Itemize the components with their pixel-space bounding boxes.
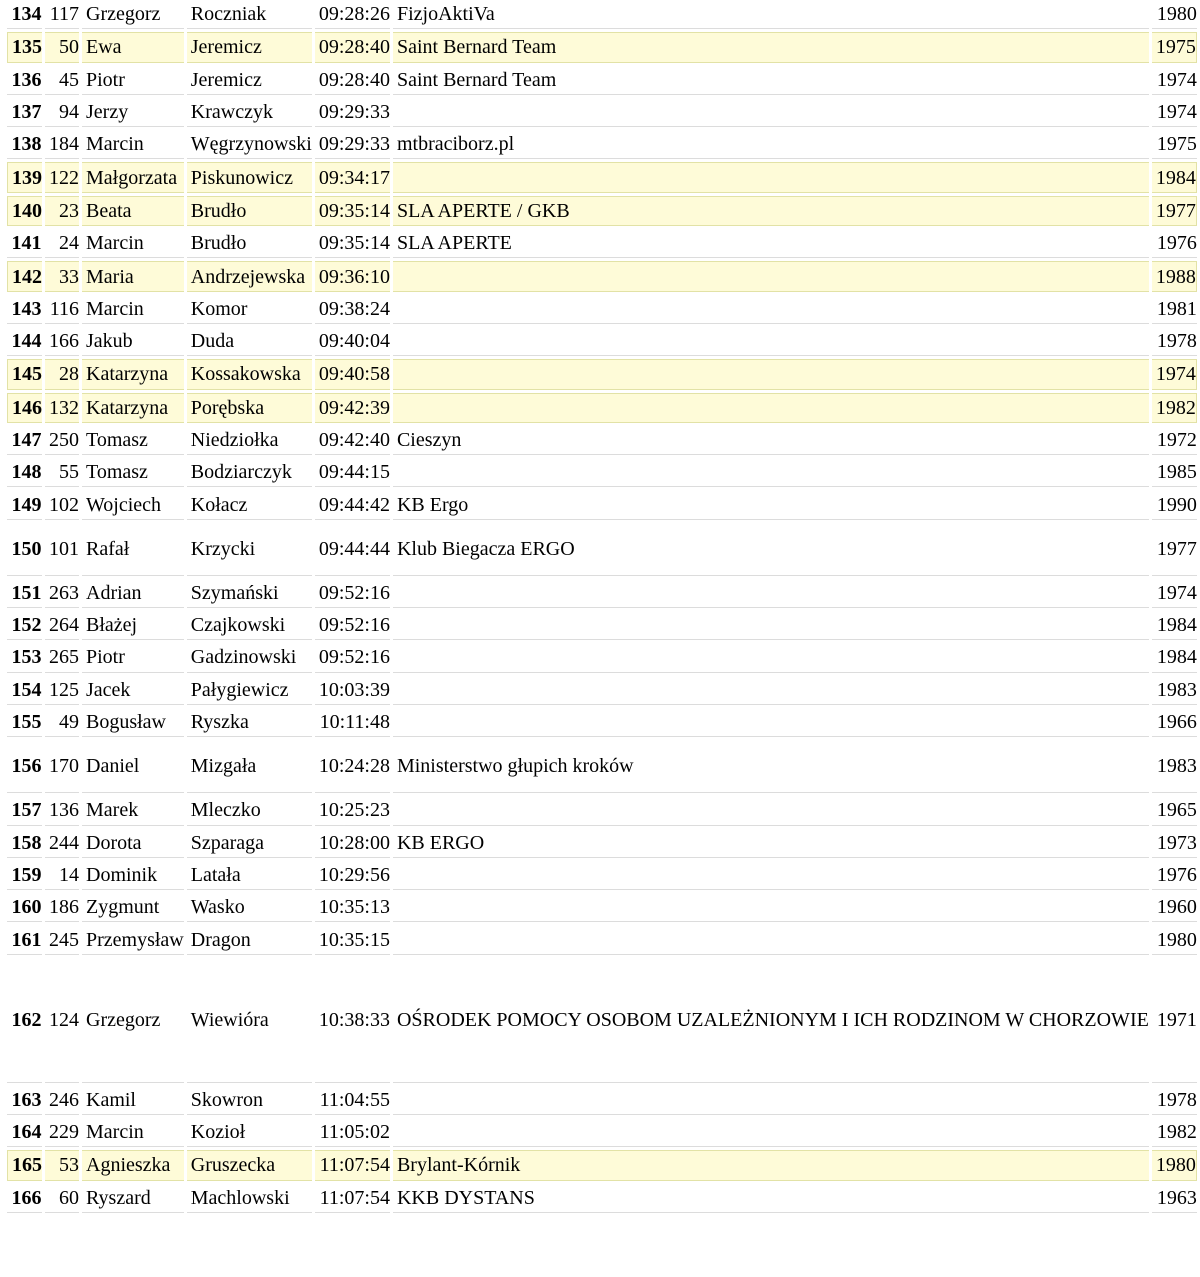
first-name-cell: Dominik — [82, 861, 184, 890]
time-cell: 10:24:28 — [315, 740, 390, 793]
first-name-cell: Marcin — [82, 229, 184, 258]
bib-cell: 125 — [45, 676, 79, 705]
table-row — [7, 393, 1197, 423]
birth-year-cell: 1971 — [1152, 958, 1197, 1083]
place-cell: 147 — [7, 426, 42, 455]
results-table — [4, 0, 1200, 1216]
last-name-cell: Krzycki — [187, 523, 312, 576]
first-name-cell: Marcin — [82, 130, 184, 159]
table-row — [7, 98, 1197, 127]
table-row — [7, 295, 1197, 324]
first-name-cell: Piotr — [82, 643, 184, 672]
first-name-cell: Grzegorz — [82, 958, 184, 1083]
club-cell — [393, 295, 1149, 324]
table-row — [7, 676, 1197, 705]
place-cell: 141 — [7, 229, 42, 258]
first-name-cell: Adrian — [82, 579, 184, 608]
birth-year-cell: 1977 — [1152, 523, 1197, 576]
last-name-cell: Kołacz — [187, 490, 312, 519]
first-name-cell: Błażej — [82, 611, 184, 640]
place-cell: 157 — [7, 796, 42, 825]
time-cell: 09:28:40 — [315, 66, 390, 95]
time-cell: 10:11:48 — [315, 708, 390, 737]
table-row — [7, 523, 1197, 576]
first-name-cell: Daniel — [82, 740, 184, 793]
table-row — [7, 796, 1197, 825]
bib-cell: 94 — [45, 98, 79, 127]
table-row — [7, 740, 1197, 793]
last-name-cell: Szparaga — [187, 829, 312, 858]
birth-year-cell: 1963 — [1152, 1184, 1197, 1213]
place-cell: 138 — [7, 130, 42, 159]
time-cell: 09:29:33 — [315, 130, 390, 159]
birth-year-cell: 1978 — [1152, 1086, 1197, 1115]
club-cell: KKB DYSTANS — [393, 1184, 1149, 1213]
first-name-cell: Marcin — [82, 295, 184, 324]
place-cell: 136 — [7, 66, 42, 95]
place-cell: 140 — [7, 196, 42, 226]
first-name-cell: Małgorzata — [82, 162, 184, 192]
birth-year-cell: 1975 — [1152, 130, 1197, 159]
birth-year-cell: 1988 — [1152, 261, 1197, 291]
first-name-cell: Bogusław — [82, 708, 184, 737]
first-name-cell: Wojciech — [82, 490, 184, 519]
table-row — [7, 490, 1197, 519]
bib-cell: 101 — [45, 523, 79, 576]
birth-year-cell: 1990 — [1152, 490, 1197, 519]
bib-cell: 229 — [45, 1118, 79, 1147]
last-name-cell: Wasko — [187, 893, 312, 922]
place-cell: 161 — [7, 925, 42, 954]
bib-cell: 117 — [45, 0, 79, 29]
first-name-cell: Jerzy — [82, 98, 184, 127]
last-name-cell: Porębska — [187, 393, 312, 423]
table-row — [7, 643, 1197, 672]
first-name-cell: Kamil — [82, 1086, 184, 1115]
club-cell: mtbraciborz.pl — [393, 130, 1149, 159]
club-cell — [393, 925, 1149, 954]
club-cell — [393, 98, 1149, 127]
first-name-cell: Jakub — [82, 327, 184, 356]
table-row — [7, 162, 1197, 192]
time-cell: 10:25:23 — [315, 796, 390, 825]
bib-cell: 246 — [45, 1086, 79, 1115]
place-cell: 149 — [7, 490, 42, 519]
table-row — [7, 32, 1197, 62]
club-cell: KB Ergo — [393, 490, 1149, 519]
place-cell: 150 — [7, 523, 42, 576]
time-cell: 09:44:42 — [315, 490, 390, 519]
table-row — [7, 196, 1197, 226]
time-cell: 09:44:44 — [315, 523, 390, 576]
birth-year-cell: 1982 — [1152, 1118, 1197, 1147]
table-row — [7, 708, 1197, 737]
bib-cell: 14 — [45, 861, 79, 890]
club-cell: Ministerstwo głupich kroków — [393, 740, 1149, 793]
club-cell — [393, 708, 1149, 737]
last-name-cell: Krawczyk — [187, 98, 312, 127]
first-name-cell: Przemysław — [82, 925, 184, 954]
place-cell: 158 — [7, 829, 42, 858]
table-row — [7, 1086, 1197, 1115]
first-name-cell: Grzegorz — [82, 0, 184, 29]
bib-cell: 245 — [45, 925, 79, 954]
place-cell: 145 — [7, 359, 42, 389]
birth-year-cell: 1983 — [1152, 676, 1197, 705]
birth-year-cell: 1984 — [1152, 162, 1197, 192]
bib-cell: 122 — [45, 162, 79, 192]
birth-year-cell: 1985 — [1152, 458, 1197, 487]
first-name-cell: Piotr — [82, 66, 184, 95]
club-cell: SLA APERTE / GKB — [393, 196, 1149, 226]
first-name-cell: Katarzyna — [82, 359, 184, 389]
table-row — [7, 1150, 1197, 1180]
bib-cell: 50 — [45, 32, 79, 62]
table-row — [7, 579, 1197, 608]
birth-year-cell: 1960 — [1152, 893, 1197, 922]
first-name-cell: Tomasz — [82, 426, 184, 455]
bib-cell: 24 — [45, 229, 79, 258]
birth-year-cell: 1980 — [1152, 925, 1197, 954]
table-row — [7, 426, 1197, 455]
time-cell: 10:29:56 — [315, 861, 390, 890]
table-row — [7, 861, 1197, 890]
bib-cell: 45 — [45, 66, 79, 95]
last-name-cell: Kozioł — [187, 1118, 312, 1147]
birth-year-cell: 1972 — [1152, 426, 1197, 455]
time-cell: 09:35:14 — [315, 196, 390, 226]
table-row — [7, 611, 1197, 640]
bib-cell: 53 — [45, 1150, 79, 1180]
first-name-cell: Rafał — [82, 523, 184, 576]
time-cell: 09:36:10 — [315, 261, 390, 291]
birth-year-cell: 1973 — [1152, 829, 1197, 858]
bib-cell: 33 — [45, 261, 79, 291]
club-cell — [393, 893, 1149, 922]
birth-year-cell: 1983 — [1152, 740, 1197, 793]
bib-cell: 132 — [45, 393, 79, 423]
last-name-cell: Roczniak — [187, 0, 312, 29]
first-name-cell: Ryszard — [82, 1184, 184, 1213]
last-name-cell: Skowron — [187, 1086, 312, 1115]
time-cell: 10:35:15 — [315, 925, 390, 954]
club-cell — [393, 611, 1149, 640]
birth-year-cell: 1976 — [1152, 861, 1197, 890]
birth-year-cell: 1984 — [1152, 643, 1197, 672]
club-cell — [393, 796, 1149, 825]
time-cell: 09:38:24 — [315, 295, 390, 324]
club-cell — [393, 1086, 1149, 1115]
last-name-cell: Niedziołka — [187, 426, 312, 455]
first-name-cell: Dorota — [82, 829, 184, 858]
birth-year-cell: 1974 — [1152, 66, 1197, 95]
bib-cell: 250 — [45, 426, 79, 455]
first-name-cell: Agnieszka — [82, 1150, 184, 1180]
birth-year-cell: 1984 — [1152, 611, 1197, 640]
birth-year-cell: 1975 — [1152, 32, 1197, 62]
bib-cell: 136 — [45, 796, 79, 825]
place-cell: 153 — [7, 643, 42, 672]
club-cell: FizjoAktiVa — [393, 0, 1149, 29]
time-cell: 09:34:17 — [315, 162, 390, 192]
last-name-cell: Piskunowicz — [187, 162, 312, 192]
first-name-cell: Maria — [82, 261, 184, 291]
table-row — [7, 327, 1197, 356]
place-cell: 163 — [7, 1086, 42, 1115]
table-row — [7, 1184, 1197, 1213]
birth-year-cell: 1980 — [1152, 0, 1197, 29]
bib-cell: 184 — [45, 130, 79, 159]
bib-cell: 265 — [45, 643, 79, 672]
club-cell — [393, 359, 1149, 389]
place-cell: 143 — [7, 295, 42, 324]
time-cell: 09:52:16 — [315, 579, 390, 608]
results-body — [7, 0, 1197, 1213]
table-row — [7, 229, 1197, 258]
last-name-cell: Latała — [187, 861, 312, 890]
place-cell: 160 — [7, 893, 42, 922]
bib-cell: 124 — [45, 958, 79, 1083]
time-cell: 11:04:55 — [315, 1086, 390, 1115]
table-row — [7, 261, 1197, 291]
club-cell: Klub Biegacza ERGO — [393, 523, 1149, 576]
time-cell: 09:44:15 — [315, 458, 390, 487]
first-name-cell: Jacek — [82, 676, 184, 705]
time-cell: 11:05:02 — [315, 1118, 390, 1147]
last-name-cell: Węgrzynowski — [187, 130, 312, 159]
birth-year-cell: 1976 — [1152, 229, 1197, 258]
club-cell — [393, 261, 1149, 291]
bib-cell: 263 — [45, 579, 79, 608]
club-cell: Saint Bernard Team — [393, 32, 1149, 62]
place-cell: 151 — [7, 579, 42, 608]
last-name-cell: Gruszecka — [187, 1150, 312, 1180]
bib-cell: 49 — [45, 708, 79, 737]
club-cell: Brylant-Kórnik — [393, 1150, 1149, 1180]
last-name-cell: Brudło — [187, 196, 312, 226]
birth-year-cell: 1965 — [1152, 796, 1197, 825]
last-name-cell: Czajkowski — [187, 611, 312, 640]
time-cell: 09:29:33 — [315, 98, 390, 127]
last-name-cell: Dragon — [187, 925, 312, 954]
place-cell: 135 — [7, 32, 42, 62]
place-cell: 148 — [7, 458, 42, 487]
place-cell: 146 — [7, 393, 42, 423]
club-cell — [393, 458, 1149, 487]
first-name-cell: Katarzyna — [82, 393, 184, 423]
birth-year-cell: 1978 — [1152, 327, 1197, 356]
last-name-cell: Duda — [187, 327, 312, 356]
place-cell: 164 — [7, 1118, 42, 1147]
place-cell: 155 — [7, 708, 42, 737]
birth-year-cell: 1974 — [1152, 359, 1197, 389]
first-name-cell: Ewa — [82, 32, 184, 62]
place-cell: 139 — [7, 162, 42, 192]
last-name-cell: Machlowski — [187, 1184, 312, 1213]
bib-cell: 60 — [45, 1184, 79, 1213]
place-cell: 162 — [7, 958, 42, 1083]
birth-year-cell: 1977 — [1152, 196, 1197, 226]
table-row — [7, 925, 1197, 954]
bib-cell: 102 — [45, 490, 79, 519]
club-cell — [393, 162, 1149, 192]
place-cell: 156 — [7, 740, 42, 793]
table-row — [7, 130, 1197, 159]
club-cell — [393, 327, 1149, 356]
bib-cell: 170 — [45, 740, 79, 793]
first-name-cell: Zygmunt — [82, 893, 184, 922]
time-cell: 09:52:16 — [315, 643, 390, 672]
club-cell — [393, 861, 1149, 890]
last-name-cell: Mizgała — [187, 740, 312, 793]
first-name-cell: Marek — [82, 796, 184, 825]
last-name-cell: Pałygiewicz — [187, 676, 312, 705]
bib-cell: 116 — [45, 295, 79, 324]
first-name-cell: Marcin — [82, 1118, 184, 1147]
club-cell: KB ERGO — [393, 829, 1149, 858]
club-cell — [393, 676, 1149, 705]
club-cell: Cieszyn — [393, 426, 1149, 455]
time-cell: 09:28:26 — [315, 0, 390, 29]
time-cell: 11:07:54 — [315, 1150, 390, 1180]
time-cell: 09:28:40 — [315, 32, 390, 62]
last-name-cell: Szymański — [187, 579, 312, 608]
place-cell: 134 — [7, 0, 42, 29]
time-cell: 10:35:13 — [315, 893, 390, 922]
place-cell: 166 — [7, 1184, 42, 1213]
bib-cell: 55 — [45, 458, 79, 487]
last-name-cell: Gadzinowski — [187, 643, 312, 672]
club-cell — [393, 1118, 1149, 1147]
place-cell: 152 — [7, 611, 42, 640]
table-row — [7, 1118, 1197, 1147]
last-name-cell: Wiewióra — [187, 958, 312, 1083]
club-cell — [393, 643, 1149, 672]
table-row — [7, 0, 1197, 29]
bib-cell: 264 — [45, 611, 79, 640]
place-cell: 144 — [7, 327, 42, 356]
time-cell: 10:03:39 — [315, 676, 390, 705]
last-name-cell: Brudło — [187, 229, 312, 258]
last-name-cell: Andrzejewska — [187, 261, 312, 291]
last-name-cell: Ryszka — [187, 708, 312, 737]
birth-year-cell: 1980 — [1152, 1150, 1197, 1180]
place-cell: 137 — [7, 98, 42, 127]
time-cell: 09:35:14 — [315, 229, 390, 258]
last-name-cell: Jeremicz — [187, 66, 312, 95]
first-name-cell: Tomasz — [82, 458, 184, 487]
table-row — [7, 359, 1197, 389]
first-name-cell: Beata — [82, 196, 184, 226]
club-cell: SLA APERTE — [393, 229, 1149, 258]
bib-cell: 244 — [45, 829, 79, 858]
table-row — [7, 458, 1197, 487]
last-name-cell: Jeremicz — [187, 32, 312, 62]
table-row — [7, 893, 1197, 922]
last-name-cell: Bodziarczyk — [187, 458, 312, 487]
table-row — [7, 958, 1197, 1083]
table-row — [7, 829, 1197, 858]
last-name-cell: Komor — [187, 295, 312, 324]
time-cell: 09:40:04 — [315, 327, 390, 356]
club-cell: OŚRODEK POMOCY OSOBOM UZALEŻNIONYM I ICH RODZINOM W CHORZOWIE — [393, 958, 1149, 1083]
time-cell: 10:28:00 — [315, 829, 390, 858]
time-cell: 09:42:40 — [315, 426, 390, 455]
club-cell — [393, 579, 1149, 608]
time-cell: 10:38:33 — [315, 958, 390, 1083]
last-name-cell: Mleczko — [187, 796, 312, 825]
place-cell: 159 — [7, 861, 42, 890]
birth-year-cell: 1974 — [1152, 98, 1197, 127]
bib-cell: 186 — [45, 893, 79, 922]
birth-year-cell: 1974 — [1152, 579, 1197, 608]
bib-cell: 166 — [45, 327, 79, 356]
birth-year-cell: 1966 — [1152, 708, 1197, 737]
time-cell: 09:42:39 — [315, 393, 390, 423]
place-cell: 142 — [7, 261, 42, 291]
place-cell: 154 — [7, 676, 42, 705]
birth-year-cell: 1981 — [1152, 295, 1197, 324]
table-row — [7, 66, 1197, 95]
club-cell: Saint Bernard Team — [393, 66, 1149, 95]
last-name-cell: Kossakowska — [187, 359, 312, 389]
time-cell: 09:52:16 — [315, 611, 390, 640]
club-cell — [393, 393, 1149, 423]
bib-cell: 28 — [45, 359, 79, 389]
birth-year-cell: 1982 — [1152, 393, 1197, 423]
time-cell: 09:40:58 — [315, 359, 390, 389]
time-cell: 11:07:54 — [315, 1184, 390, 1213]
place-cell: 165 — [7, 1150, 42, 1180]
bib-cell: 23 — [45, 196, 79, 226]
